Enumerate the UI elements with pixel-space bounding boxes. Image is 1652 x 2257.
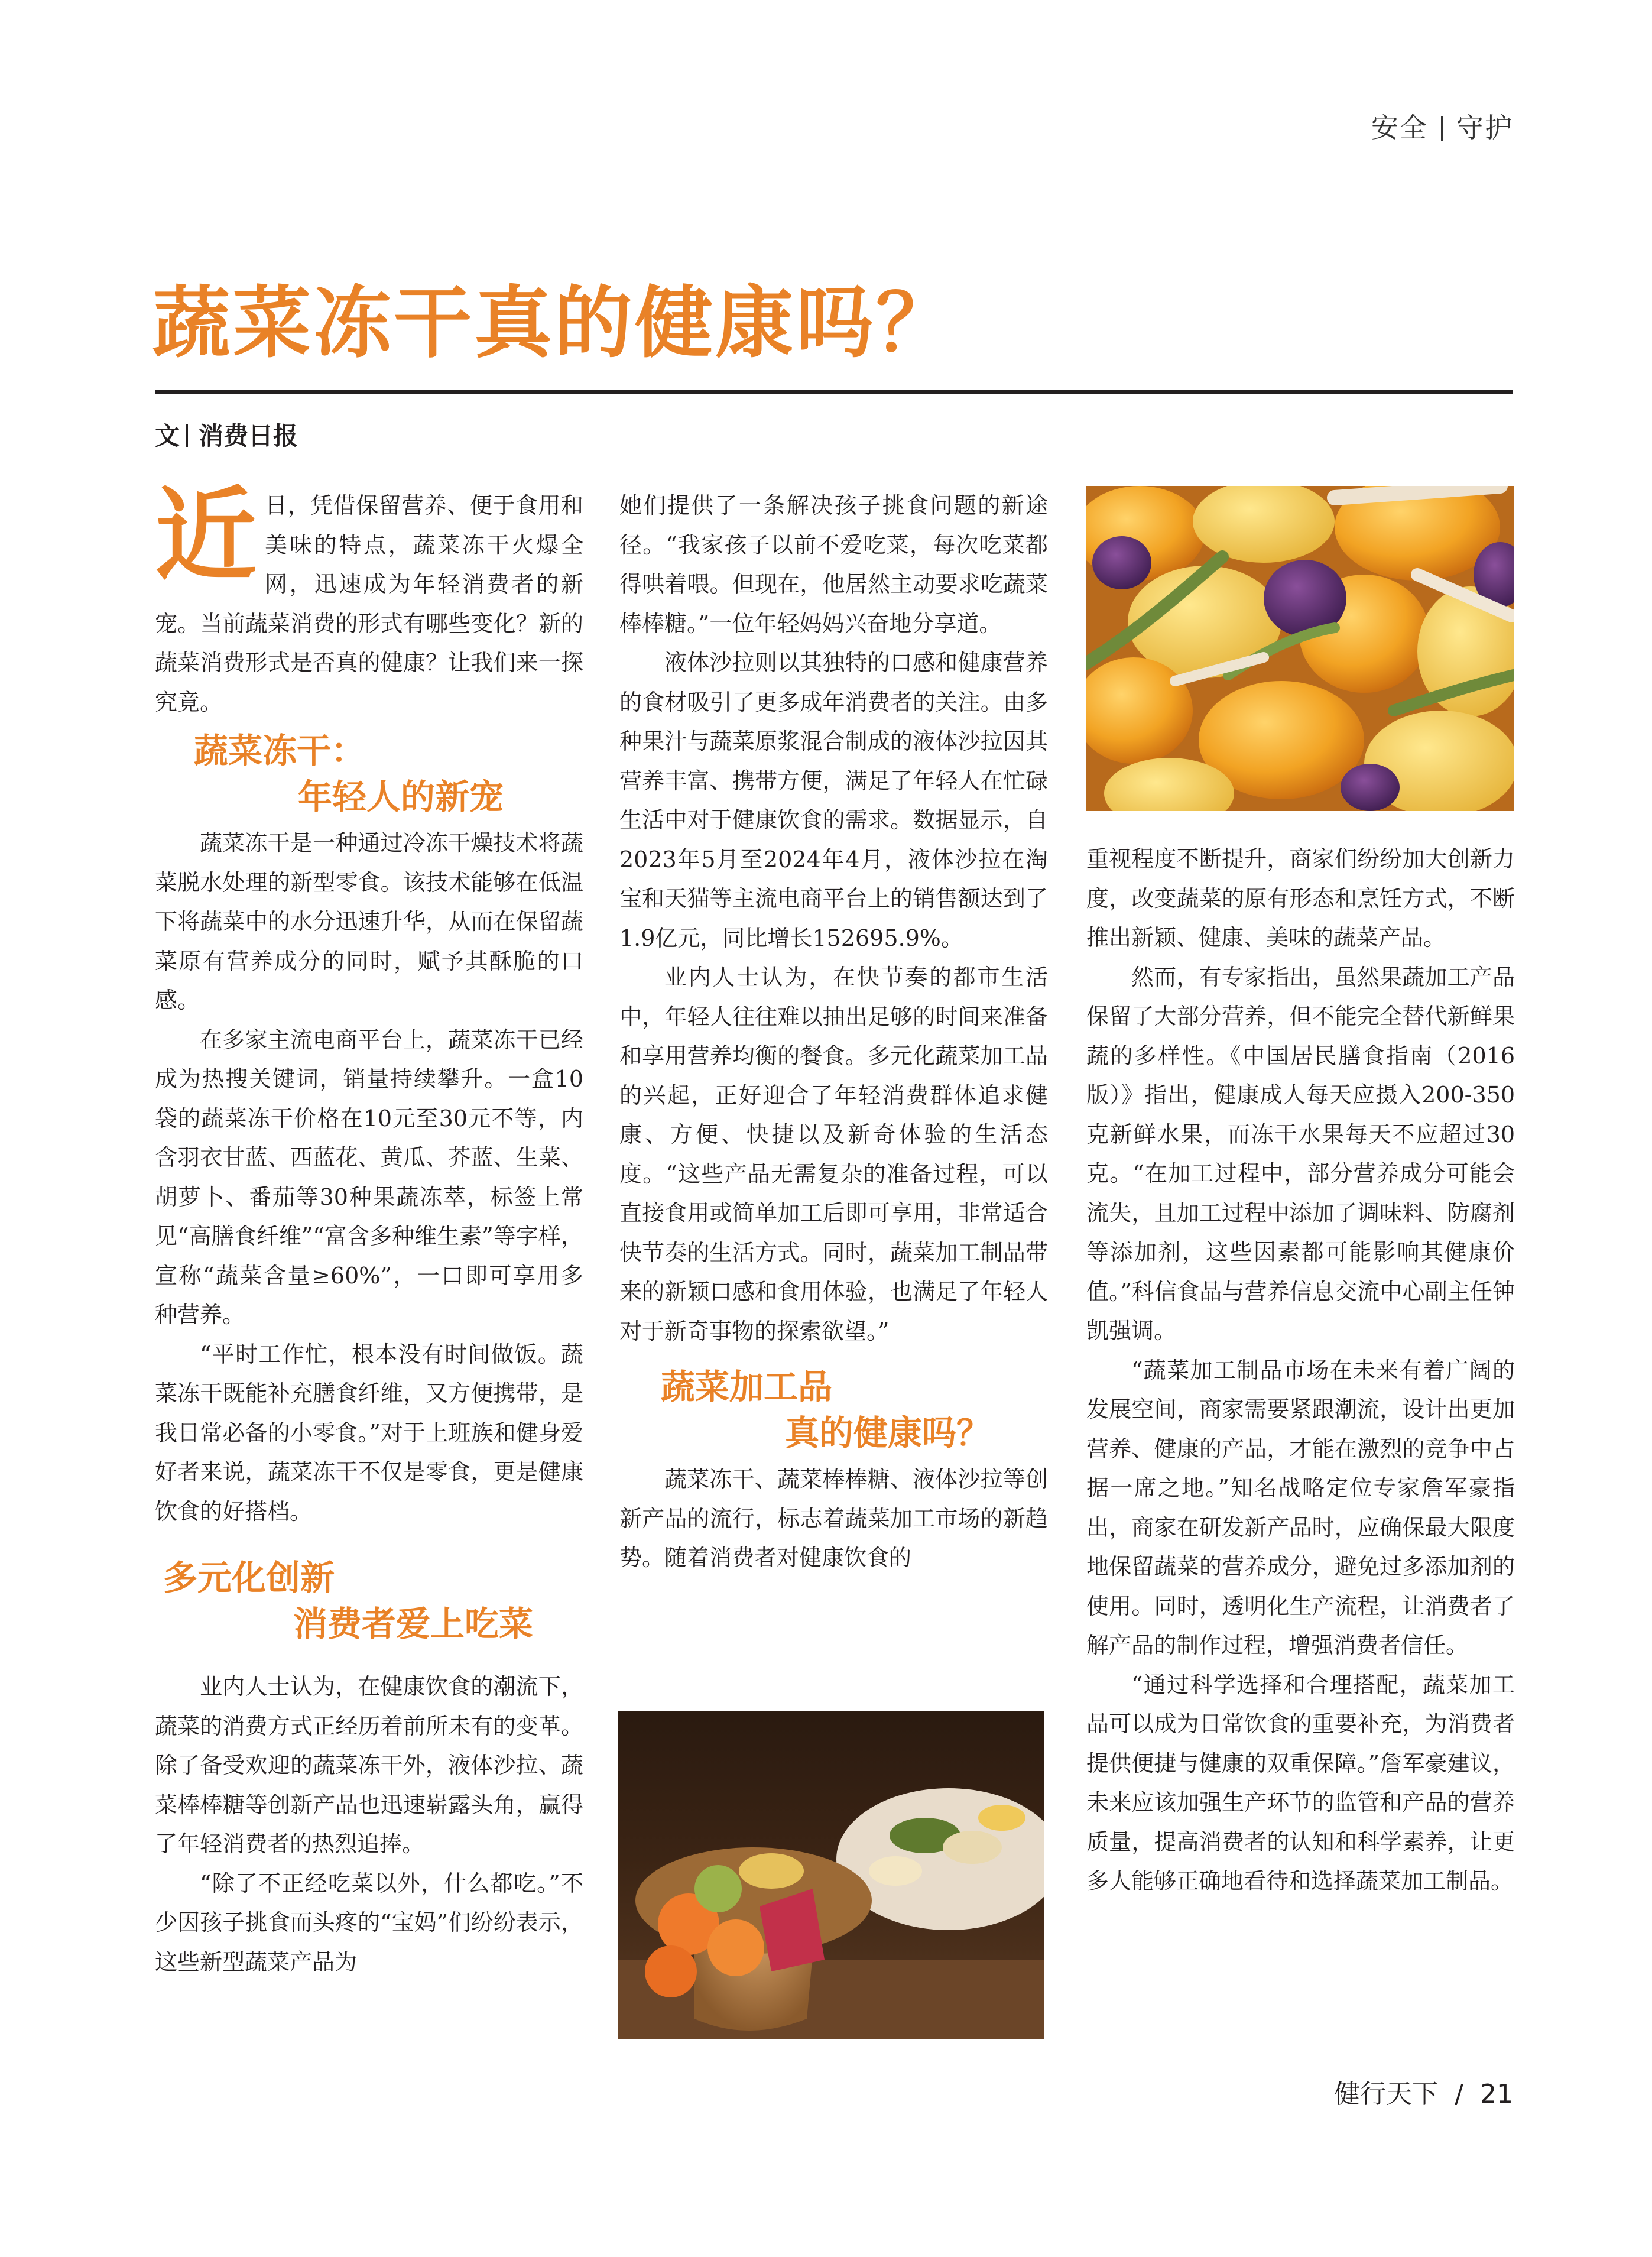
section-tag [1371, 106, 1513, 145]
section3-paragraph: 然而，有专家指出，虽然果蔬加工产品保留了大部分营养，但不能完全替代新鲜果蔬的多样性。《中国居民膳食指南（2016版）》指出，健康成人每天应摄入200-350克新鲜水果，而冻干水果每天不应超过30克。“在加工过程中，部分营养成分可能会流失，且加工过程中添加了调味料、防腐剂等添加剂，这些因素都可能影响其健康价值。”科信食品与营养信息交流中心副主任钟凯强调。 [1086, 964, 1515, 1344]
column-1 [155, 475, 583, 1982]
section2-paragraph: 液体沙拉则以其独特的口感和健康营养的食材吸引了更多成年消费者的关注。由多种果汁与蔬菜原浆混合制成的液体沙拉因其营养丰富、携带方便，满足了年轻人在忙碌生活中对于健康饮食的需求。数据显示，自2023年5月至2024年4月，液体沙拉在淘宝和天猫等主流电商平台上的销售额达到了1.9亿元，同比增长152695.9%。 [619, 650, 1048, 951]
section3-paragraph: “蔬菜加工制品市场在未来有着广阔的发展空间，商家需要紧跟潮流，设计出更加营养、健康的产品，才能在激烈的竞争中占据一席之地。”知名战略定位专家詹军豪指出，商家在研发新产品时，应确保最大限度地保留蔬菜的营养成分，避免过多添加剂的使用。同时，透明化生产流程，让消费者了解产品的制作过程，增强消费者信任。 [1086, 1357, 1515, 1658]
section3-paragraph: “通过科学选择和合理搭配，蔬菜加工品可以成为日常饮食的重要补充，为消费者提供便捷与健康的双重保障。”詹军豪建议，未来应该加强生产环节的监管和产品的营养质量，提高消费者的认知和科学素养，让更多人能够正确地看待和选择蔬菜加工制品。 [1086, 1671, 1515, 1894]
section1-heading-line1: 蔬菜冻干： [194, 731, 366, 771]
section1-paragraph: 在多家主流电商平台上，蔬菜冻干已经成为热搜关键词，销量持续攀升。一盒10袋的蔬菜冻干价格在10元至30元不等，内含羽衣甘蓝、西蓝花、黄瓜、芥蓝、生菜、胡萝卜、番茄等30种果蔬冻萃，标签上常见“高膳食纤维”“富含多种维生素”等字样，宣称“蔬菜含量≥60%”，一口即可享用多种营养。 [155, 1026, 583, 1328]
column-3 [1086, 839, 1515, 1901]
title-rule [155, 390, 1513, 394]
footer-separator: / [1455, 2079, 1463, 2109]
section1-paragraph: “平时工作忙，根本没有时间做饭。蔬菜冻干既能补充膳食纤维，又方便携带，是我日常必备的小零食。”对于上班族和健身爱好者来说，蔬菜冻干不仅是零食，更是健康饮食的好搭档。 [155, 1341, 583, 1525]
section3-paragraph-continued: 重视程度不断提升，商家们纷纷加大创新力度，改变蔬菜的原有形态和烹饪方式，不断推出新颖、健康、美味的蔬菜产品。 [1086, 846, 1515, 951]
section1-heading [194, 728, 583, 820]
section2-paragraph-continued: 她们提供了一条解决孩子挑食问题的新途径。“我家孩子以前不爱吃菜，每次吃菜都得哄着喂。但现在，他居然主动要求吃蔬菜棒棒糖。”一位年轻妈妈兴奋地分享道。 [619, 492, 1048, 637]
section2-heading-line1: 多元化创新 [163, 1558, 335, 1598]
magazine-name: 健行天下 [1334, 2079, 1439, 2109]
section1-heading-line2: 年轻人的新宠 [298, 777, 504, 817]
vegetable-chips-illustration [1086, 486, 1514, 811]
byline-divider [186, 424, 188, 447]
byline-prefix: 文 [155, 421, 180, 450]
byline-source: 消费日报 [199, 421, 298, 450]
section-tag-divider [1441, 116, 1443, 141]
vegetable-chips-photo [1086, 486, 1514, 811]
vegetable-chips-bowls-photo [618, 1711, 1044, 2039]
dropcap: 近 [155, 475, 257, 595]
article-title: 蔬菜冻干真的健康吗？ [152, 277, 956, 369]
section2-heading [163, 1555, 583, 1647]
page-number: 21 [1480, 2079, 1513, 2109]
section-tag-left: 安全 [1371, 112, 1428, 144]
section3-paragraph: 蔬菜冻干、蔬菜棒棒糖、液体沙拉等创新产品的流行，标志着蔬菜加工市场的新趋势。随着消费者对健康饮食的 [619, 1466, 1048, 1571]
section3-heading [661, 1364, 1048, 1456]
column-2 [619, 486, 1048, 1578]
section2-heading-line2: 消费者爱上吃菜 [293, 1604, 534, 1644]
vegetable-chips-bowls-illustration [618, 1711, 1044, 2039]
section-tag-right: 守护 [1456, 112, 1513, 144]
section3-heading-line1: 蔬菜加工品 [661, 1367, 833, 1407]
intro-text: 日，凭借保留营养、便于食用和美味的特点，蔬菜冻干火爆全网，迅速成为年轻消费者的新宠。当前蔬菜消费的形式有哪些变化？新的蔬菜消费形式是否真的健康？让我们来一探究竟。 [155, 492, 583, 715]
section1-paragraph: 蔬菜冻干是一种通过冷冻干燥技术将蔬菜脱水处理的新型零食。该技术能够在低温下将蔬菜中的水分迅速升华，从而在保留蔬菜原有营养成分的同时，赋予其酥脆的口感。 [155, 830, 583, 1013]
section2-paragraph: 业内人士认为，在快节奏的都市生活中，年轻人往往难以抽出足够的时间来准备和享用营养均衡的餐食。多元化蔬菜加工品的兴起，正好迎合了年轻消费群体追求健康、方便、快捷以及新奇体验的生活态度。“这些产品无需复杂的准备过程，可以直接食用或简单加工后即可享用，非常适合快节奏的生活方式。同时，蔬菜加工制品带来的新颖口感和食用体验，也满足了年轻人对于新奇事物的探索欲望。” [619, 964, 1048, 1344]
section2-paragraph: 业内人士认为，在健康饮食的潮流下，蔬菜的消费方式正经历着前所未有的变革。除了备受欢迎的蔬菜冻干外，液体沙拉、蔬菜棒棒糖等创新产品也迅速崭露头角，赢得了年轻消费者的热烈追捧。 [155, 1674, 583, 1857]
byline [155, 417, 298, 452]
section2-paragraph: “除了不正经吃菜以外，什么都吃。”不少因孩子挑食而头疼的“宝妈”们纷纷表示，这些新型蔬菜产品为 [155, 1870, 583, 1975]
page-footer [1334, 2073, 1513, 2110]
intro-paragraph [155, 475, 583, 722]
section3-heading-line2: 真的健康吗？ [785, 1413, 991, 1453]
